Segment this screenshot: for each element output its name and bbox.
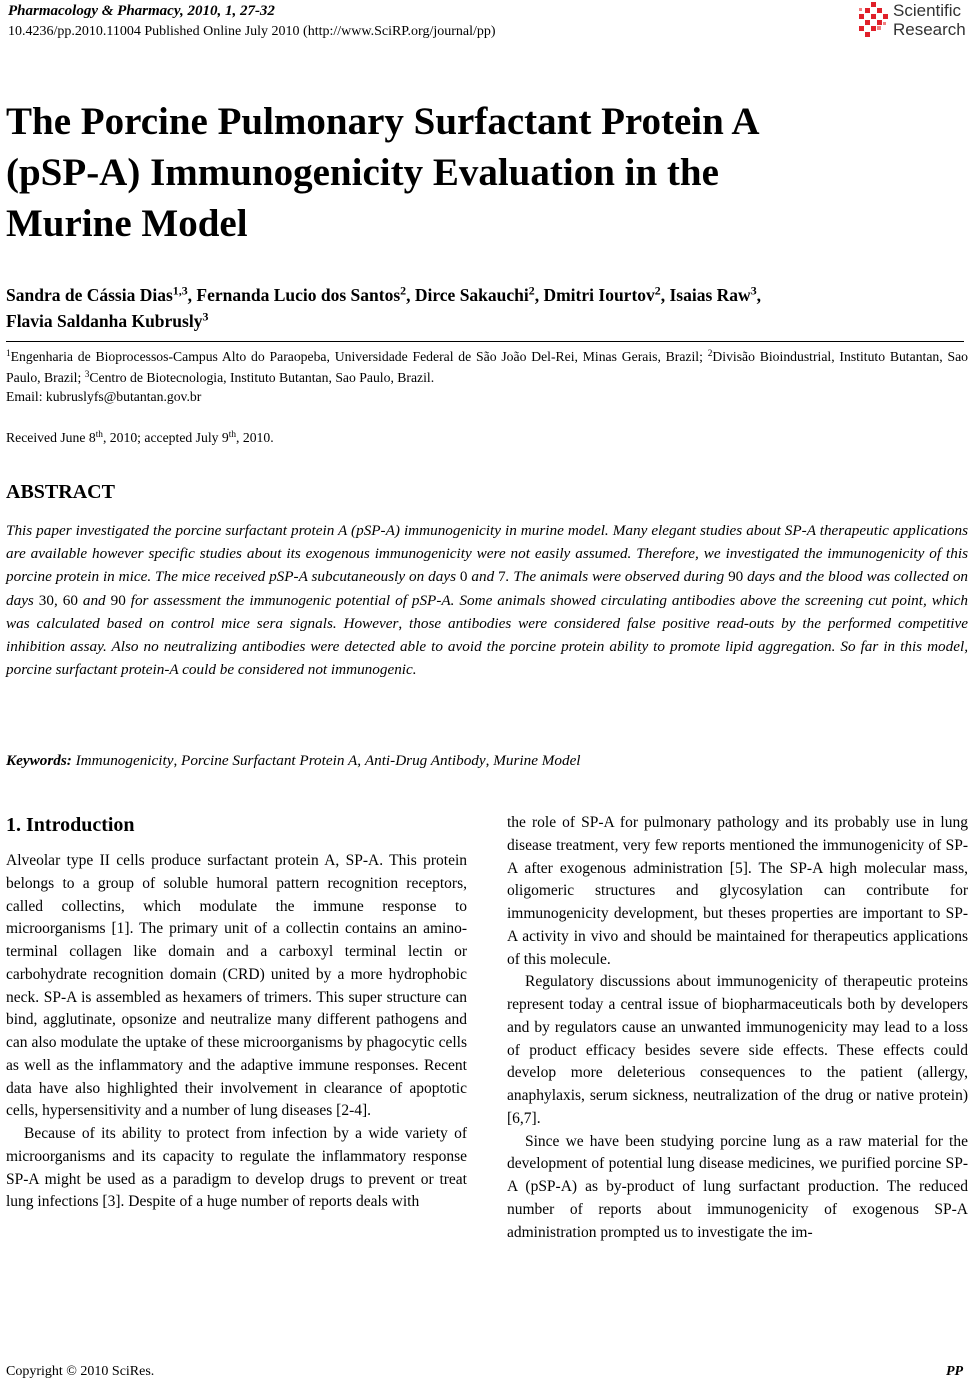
- title-line-3: Murine Model: [6, 202, 248, 245]
- author-name: , Dirce Sakauchi: [406, 285, 529, 305]
- ordinal-sup: th: [228, 429, 236, 440]
- accepted-text: , 2010; accepted July 9: [102, 430, 229, 445]
- abstract-number: 7: [498, 568, 506, 586]
- logo-line-1: Scientific: [893, 1, 962, 20]
- paragraph: Since we have been studying porcine lung as a raw material for the development of potential lung disease medicines, we purified porcine SP-A (pSP-A) as by-product of lung surfactant production. The reduced number of reports about immunogenicity of exogenous SP-A administration prompted us to investigate the im-: [507, 1132, 968, 1241]
- abstract-text-segment: and: [467, 568, 499, 586]
- abstract-heading: ABSTRACT: [6, 481, 115, 503]
- paragraph: the role of SP-A for pulmonary pathology and its probably use in lung disease treatment, very few reports mentioned the immunogenicity of SP-A after exogenous administration [5]. The SP-A high molecular mass, oligomeric structures and glycosylation can contribute for immunogenicity development, but theses properties are important to SP-A activity in vivo and should be maintained for therapeutics applications of this molecule.: [507, 814, 968, 968]
- doi-line: 10.4236/pp.2010.11004 Published Online July 2010 (http://www.SciRP.org/journal/pp): [8, 24, 496, 39]
- author-affil-sup: 3: [750, 283, 757, 298]
- affil-sup: 3: [84, 369, 90, 380]
- publisher-logo: [855, 0, 971, 44]
- keywords: [6, 752, 581, 770]
- year-text: , 2010.: [236, 430, 274, 445]
- keyword-separator: ,: [357, 752, 365, 769]
- section-heading-introduction: 1. Introduction: [6, 814, 135, 836]
- logo-wordmark: [893, 1, 966, 39]
- abstract-text-segment: . The animals were observed during: [505, 568, 729, 586]
- ordinal-sup: th: [95, 429, 103, 440]
- affil-sup: 1: [6, 348, 11, 359]
- abstract-number: 0: [459, 568, 468, 586]
- affiliation-1: Engenharia de Bioprocessos-Campus Alto do Paraopeba, Universidade Federal de São João Del-Rei, Minas Gerais, Brazil;: [10, 349, 708, 364]
- keyword: Immunogenicity: [75, 752, 174, 769]
- paragraph: Regulatory discussions about immunogenicity of therapeutic proteins represent today a central issue of biopharmaceuticals both by developers and by regulators cause an unwanted immunogenicity may lead to a loss of product efficacy besides severe side effects. These effects could develop more deleterious consequences to the patient (allergy, anaphylaxis, serum sickness, neutralization of the drug or native protein) [6,7].: [507, 973, 968, 1127]
- affiliation-2: Divisão Bioindustrial, Instituto Butantan, Sao Paulo, Brazil;: [6, 349, 968, 385]
- abstract-comma: ,: [398, 614, 403, 632]
- keywords-label: Keywords:: [6, 752, 72, 769]
- column-right: [507, 812, 968, 1244]
- author-line-2: [6, 308, 966, 334]
- author-name: , Isaias Raw: [660, 285, 751, 305]
- abstract-text-segment: those antibodies were considered false positive read-outs by the performed competitive inhibition assay. Also no neutralizing antibodies were detected able to avoid the porcine protein ability to promote lipid aggregation. So far in this model, porcine surfactant protein-A could be considered not immunogenic.: [6, 614, 968, 679]
- paragraph: Alveolar type II cells produce surfactant protein A, SP-A. This protein belongs to a group of soluble humoral pattern recognition receptors, called collectins, which modulate the immune response to microorganisms [1]. The primary unit of a collectin contains an amino-terminal collagen like domain and a carboxyl terminal lectin or carbohydrate recognition domain (CRD) united by a more hydrophobic neck. SP-A is assembled as hexamers of trimers. This super structure can bind, agglutinate, opsonize and neutralize many different pathogens and can also modulate the uptake of these microorganisms by phagocytic cells as well as the inflammatory and the adaptive immune responses. Recent data have also highlighted their involvement in clearance of apoptotic cells, hypersensitivity and a number of lung diseases [2-4].: [6, 852, 467, 1120]
- keyword: Murine Model: [493, 752, 581, 769]
- author-name: Sandra de Cássia Dias: [6, 285, 173, 305]
- abstract-text-segment: pSP-A: [356, 522, 395, 539]
- abstract-text-segment: days and the blood was collected on days: [6, 568, 969, 609]
- affiliation-3: Centro de Biotecnologia, Instituto Butantan, Sao Paulo, Brazil.: [89, 370, 435, 385]
- abstract-number: 90: [110, 591, 126, 609]
- copyright-notice: Copyright © 2010 SciRes.: [6, 1364, 155, 1379]
- keyword-separator: ,: [485, 752, 494, 769]
- abstract-text-segment: This paper investigated the porcine surfactant protein A (: [6, 522, 357, 539]
- column-left: [6, 850, 467, 1214]
- title-line-1: The Porcine Pulmonary Surfactant Protein A: [6, 100, 760, 143]
- logo-line-2: Research: [893, 20, 966, 39]
- author-list: [6, 282, 966, 334]
- abstract-text-segment: and: [77, 591, 111, 609]
- journal-issue: , 2010, 1, 27-32: [179, 3, 275, 19]
- journal-name: Pharmacology & Pharmacy: [8, 3, 180, 19]
- abstract-body: [6, 519, 968, 681]
- author-affil-sup: 2: [528, 283, 535, 298]
- journal-citation: [8, 3, 275, 20]
- title-line-2: (pSP-A) Immunogenicity Evaluation in the: [6, 151, 719, 194]
- paper-title: [6, 96, 956, 249]
- abstract-number: 90: [728, 568, 744, 586]
- contact-email[interactable]: Email: kubruslyfs@butantan.gov.br: [6, 389, 202, 404]
- keyword-separator: ,: [173, 752, 182, 769]
- paragraph: Because of its ability to protect from infection by a wide variety of microorganisms and its capacity to regulate the inflammatory response SP-A might be used as a paradigm to develop drugs to prevent or treat lung infections [3]. Despite of a huge number of reports deals with: [6, 1125, 467, 1211]
- abstract-text-segment: for assessment the immunogenic potential of pSP-A. Some animals showed circulating antibodies above the screening cut point, which was calculated based on control mice sera signals. However: [6, 591, 968, 632]
- author-name: , Fernanda Lucio dos Santos: [187, 285, 401, 305]
- abstract-text-segment: ) immunogenicity in murine model. Many elegant studies about SP-A therapeutic applications are available however specific studies about its exogenous immunogenicity were not easily assumed. Therefore, we investigated the immunogenicity of this porcine protein in mice. The mice received pSP-A subcutaneously on days: [6, 522, 969, 586]
- author-name: , Dmitri Iourtov: [534, 285, 655, 305]
- keyword: Porcine Surfactant Protein A: [181, 752, 358, 769]
- received-text: Received June 8: [6, 430, 96, 445]
- author-line-1: [6, 282, 966, 308]
- author-affil-sup: 3: [202, 309, 209, 324]
- affil-sup: 2: [707, 348, 713, 359]
- journal-abbreviation: PP: [946, 1364, 964, 1379]
- author-affil-sup: 2: [654, 283, 661, 298]
- keyword: Anti-Drug Antibody: [364, 752, 486, 769]
- author-name: Flavia Saldanha Kubrusly: [6, 311, 203, 331]
- received-dates: [6, 430, 274, 446]
- dot-mosaic-icon: [855, 2, 891, 42]
- abstract-number: 30, 60: [38, 591, 78, 609]
- affiliations: [6, 346, 968, 388]
- author-separator: ,: [756, 285, 762, 305]
- author-affil-sup: 2: [400, 283, 407, 298]
- header-divider: [6, 341, 964, 342]
- author-affil-sup: 1,3: [172, 283, 188, 298]
